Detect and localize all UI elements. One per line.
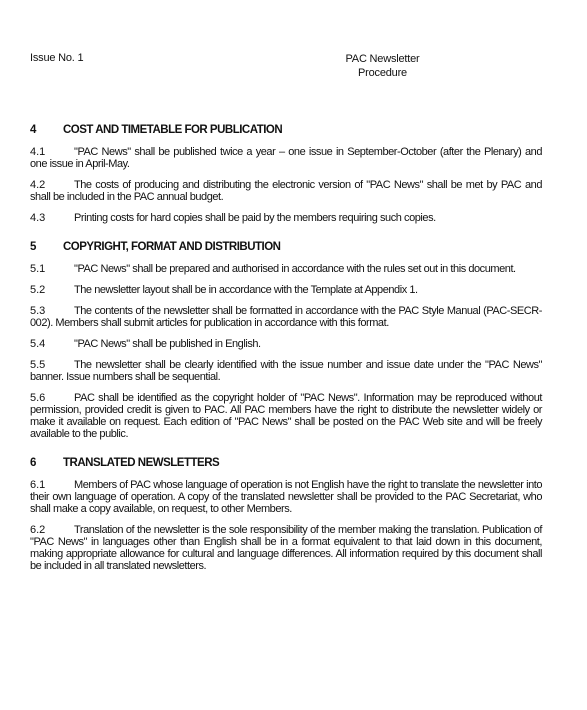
document-body	[30, 124, 542, 581]
paragraph	[30, 284, 542, 296]
paragraph	[30, 305, 542, 329]
title-line-2: Procedure	[358, 67, 407, 79]
paragraph	[30, 212, 542, 224]
section-number: 5	[30, 241, 36, 253]
paragraph-text: PAC shall be identified as the copyright holder of "PAC News". Information may be reproduced without permission, provided credit is given to PAC. All PAC members have the right to distribute the newsletter widely or make it available on request. Each edition of "PAC News" shall be posted on the PAC Web site and will be freely available to the public.	[30, 392, 542, 440]
paragraph	[30, 524, 542, 572]
paragraph	[30, 479, 542, 515]
section-number: 4	[30, 124, 36, 136]
section-heading	[30, 124, 542, 136]
paragraph-number: 5.1	[30, 263, 46, 275]
paragraph	[30, 179, 542, 203]
section-heading	[30, 457, 542, 469]
paragraph-text: The newsletter layout shall be in accordance with the Template at Appendix 1.	[74, 284, 418, 296]
paragraph-number: 4.3	[30, 212, 46, 224]
paragraph-number: 4.2	[30, 179, 46, 191]
paragraph	[30, 263, 542, 275]
section-number: 6	[30, 457, 36, 469]
paragraph-number: 6.2	[30, 524, 46, 536]
section-heading	[30, 241, 542, 253]
paragraph-text: "PAC News" shall be published in English.	[74, 338, 261, 350]
section-title: COPYRIGHT, FORMAT AND DISTRIBUTION	[63, 241, 281, 253]
paragraph-text: Members of PAC whose language of operation is not English have the right to translate the newsletter into their own language of operation. A copy of the translated newsletter shall be provided to the PAC Secretariat, who shall make a copy available, on request, to other Members.	[30, 479, 543, 515]
section-4	[30, 124, 542, 224]
paragraph	[30, 359, 542, 383]
paragraph-text: The newsletter shall be clearly identified with the issue number and issue date under the "PAC News" banner. Issue numbers shall be sequential.	[30, 359, 542, 383]
section-5	[30, 241, 542, 440]
paragraph-text: Printing costs for hard copies shall be paid by the members requiring such copies.	[74, 212, 436, 224]
title-line-1: PAC Newsletter	[345, 53, 420, 65]
paragraph-text: The contents of the newsletter shall be formatted in accordance with the PAC Style Manual (PAC-SECR-002). Members shall submit articles for publication in accordance with this format.	[30, 305, 542, 329]
paragraph	[30, 146, 542, 170]
paragraph-number: 5.2	[30, 284, 46, 296]
paragraph-number: 5.4	[30, 338, 46, 350]
paragraph	[30, 338, 542, 350]
paragraph	[30, 392, 542, 440]
issue-number: Issue No. 1	[30, 52, 84, 64]
paragraph-text: "PAC News" shall be prepared and authorised in accordance with the rules set out in this document.	[74, 263, 516, 275]
paragraph-text: Translation of the newsletter is the sole responsibility of the member making the translation. Publication of "PAC News" in languages other than English shall be in a format equivalent to that laid down in this document, making appropriate allowance for cultural and language differences. All information required by this document shall be included in all translated newsletters.	[30, 524, 542, 572]
paragraph-number: 5.5	[30, 359, 46, 371]
document-title	[300, 52, 465, 80]
paragraph-text: The costs of producing and distributing the electronic version of "PAC News" shall be met by PAC and shall be included in the PAC annual budget.	[30, 179, 542, 203]
paragraph-number: 5.3	[30, 305, 46, 317]
section-title: COST AND TIMETABLE FOR PUBLICATION	[63, 124, 283, 136]
section-6	[30, 457, 542, 572]
paragraph-number: 6.1	[30, 479, 46, 491]
paragraph-number: 4.1	[30, 146, 46, 158]
paragraph-number: 5.6	[30, 392, 46, 404]
paragraph-text: "PAC News" shall be published twice a year – one issue in September-October (after the Plenary) and one issue in April-May.	[30, 146, 542, 170]
section-title: TRANSLATED NEWSLETTERS	[63, 457, 220, 469]
